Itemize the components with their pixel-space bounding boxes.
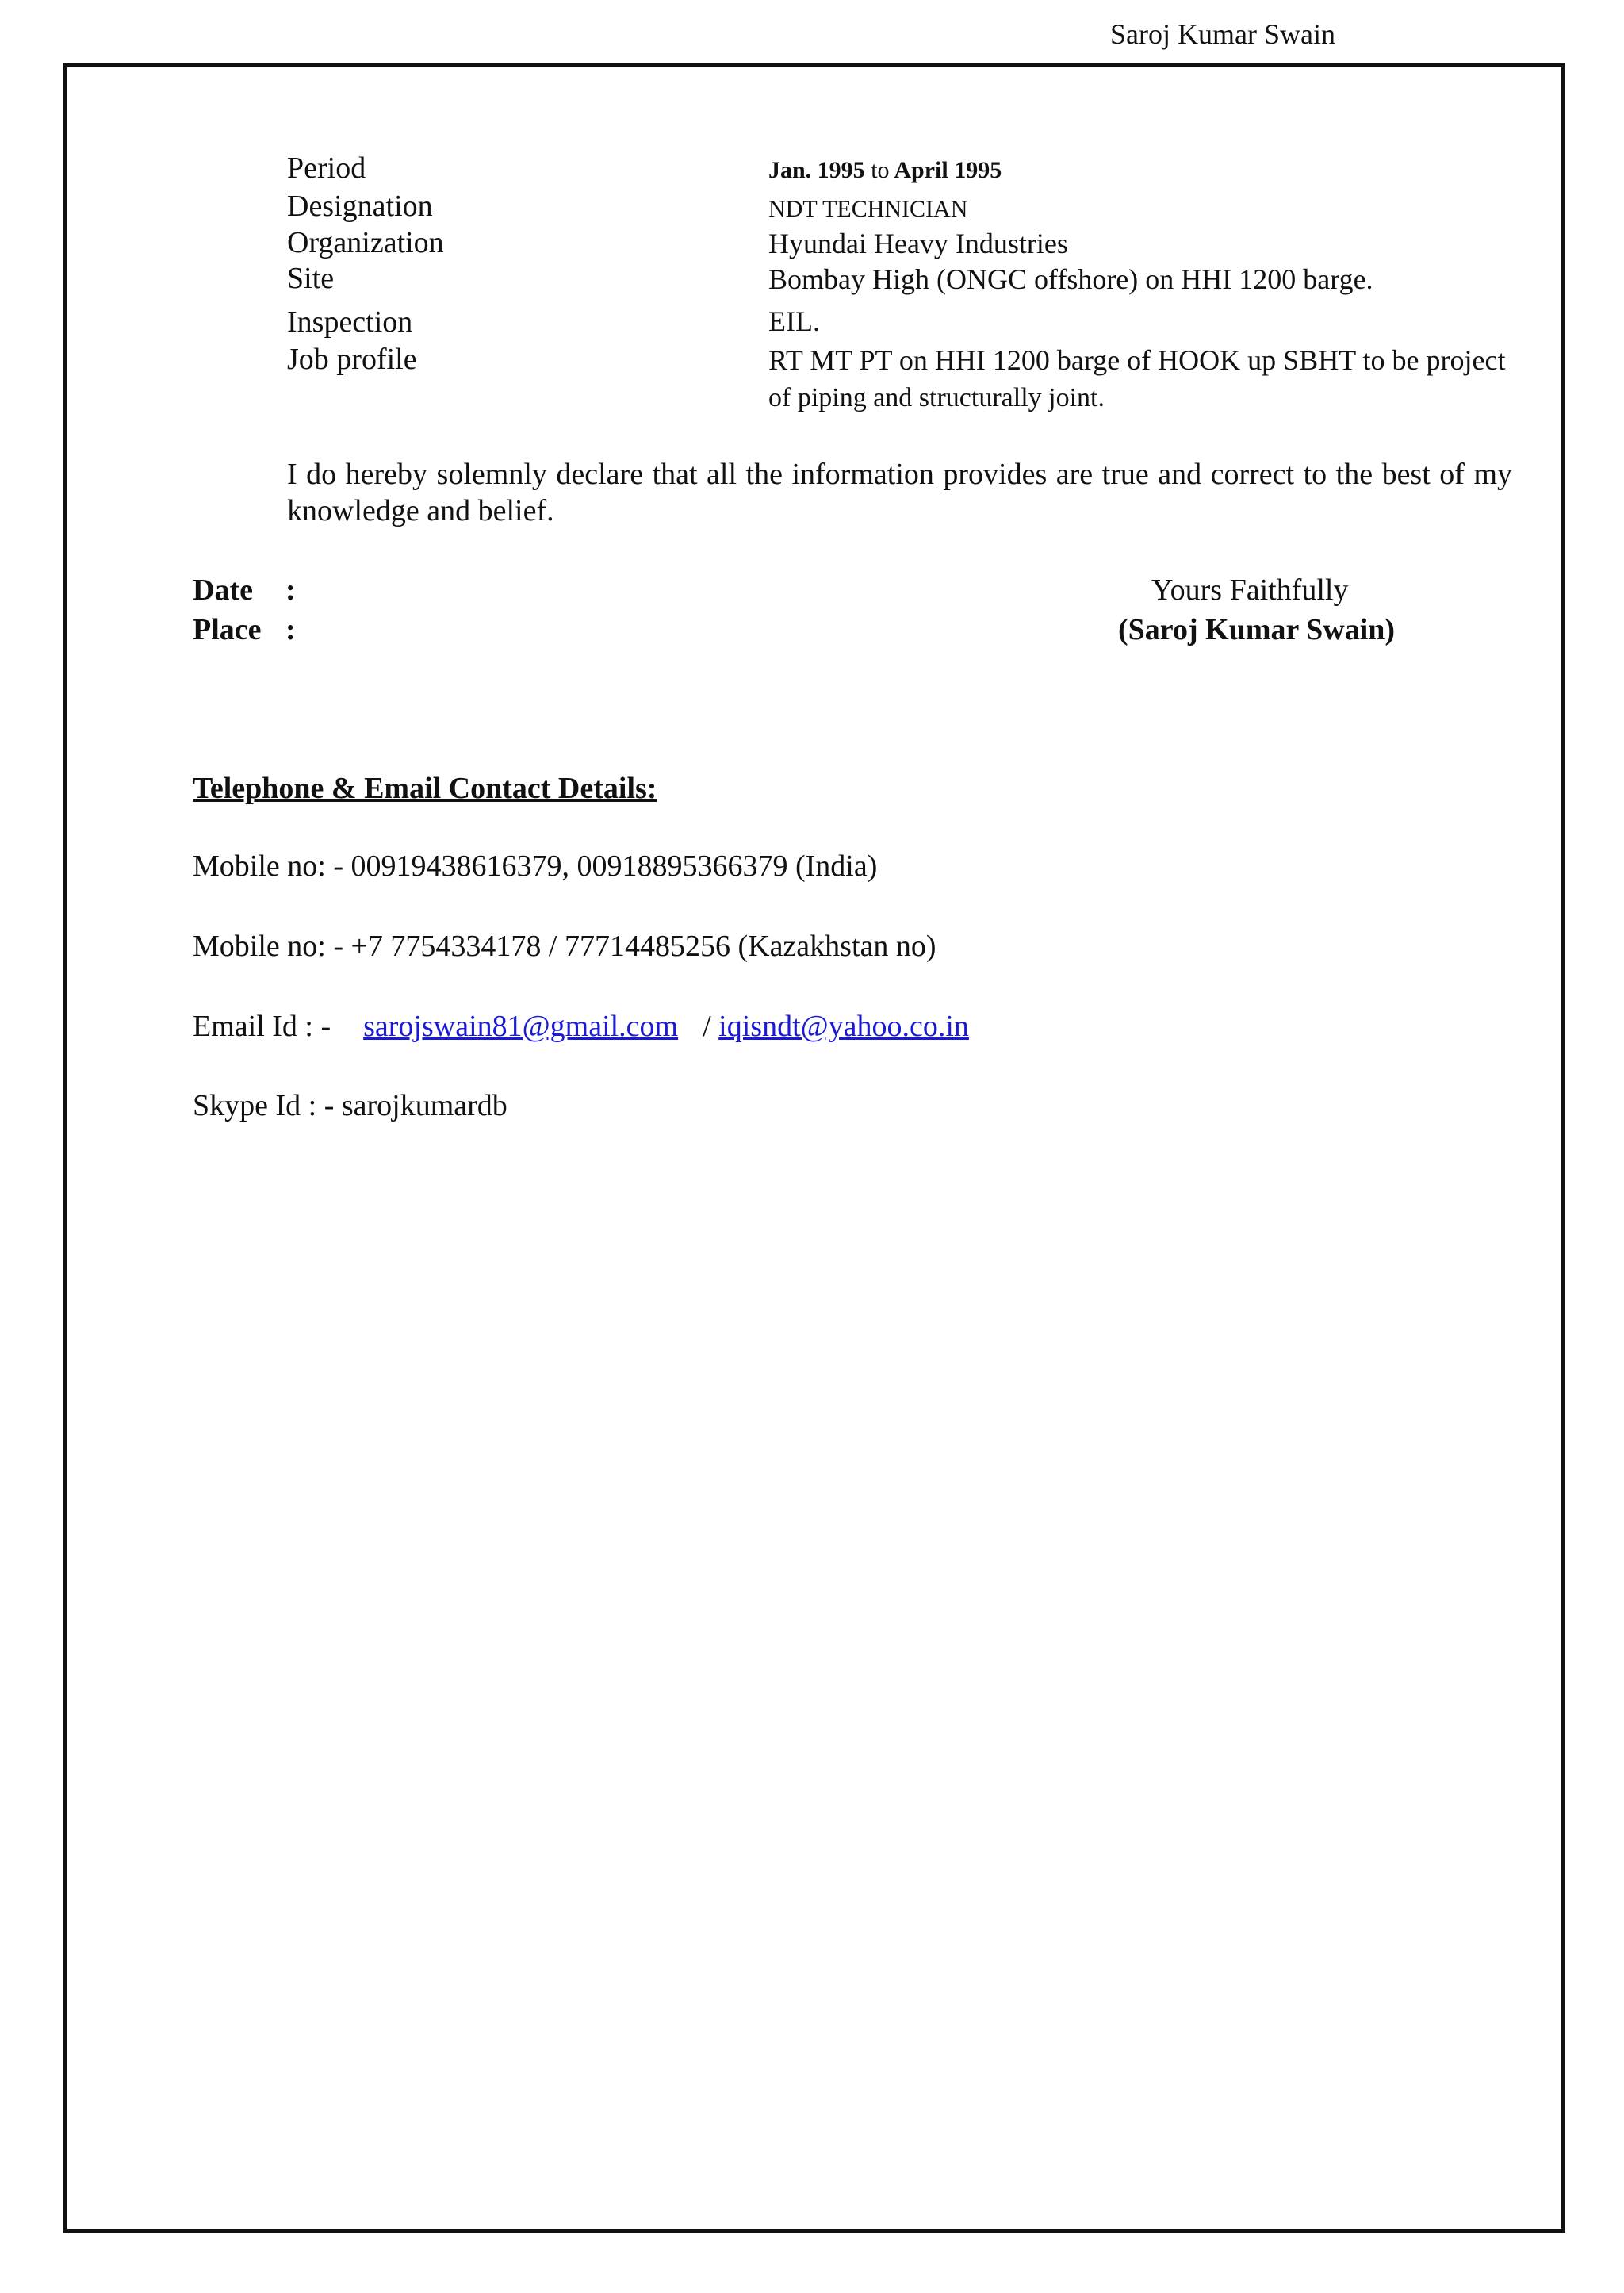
site-value: Bombay High (ONGC offshore) on HHI 1200 barge. <box>768 263 1373 295</box>
designation-label: Designation <box>287 190 433 223</box>
job-profile-line-1: RT MT PT on HHI 1200 barge of HOOK up SBHT to be project <box>768 344 1506 376</box>
inspection-label: Inspection <box>287 305 413 339</box>
closing-text: Yours Faithfully <box>1151 573 1349 607</box>
date-colon: : <box>285 573 296 607</box>
mobile-kazakhstan: Mobile no: - +7 7754334178 / 77714485256 (Kazakhstan no) <box>193 930 936 963</box>
period-label: Period <box>287 151 366 185</box>
email-link-yahoo[interactable]: iqisndt@yahoo.co.in <box>718 1010 969 1043</box>
skype-id: Skype Id : - sarojkumardb <box>193 1089 508 1122</box>
period-value <box>768 157 1002 184</box>
place-label: Place <box>193 613 262 646</box>
email-row <box>193 1009 969 1044</box>
place-colon: : <box>285 613 296 646</box>
declaration-paragraph: I do hereby solemnly declare that all the information provides are true and correct to the best of my knowledge and belief. <box>287 458 1512 527</box>
site-label: Site <box>287 262 335 295</box>
inspection-value: EIL. <box>768 305 820 337</box>
organization-value: Hyundai Heavy Industries <box>768 228 1068 259</box>
period-from: Jan. 1995 <box>768 157 865 183</box>
job-profile-label: Job profile <box>287 343 417 376</box>
mobile-india: Mobile no: - 00919438616379, 00918895366379 (India) <box>193 849 878 883</box>
email-separator: / <box>703 1010 711 1043</box>
period-to: April 1995 <box>894 157 1002 183</box>
designation-value: NDT TECHNICIAN <box>768 196 968 222</box>
period-to-word: to <box>871 157 890 183</box>
date-label: Date <box>193 573 253 607</box>
email-link-gmail[interactable]: sarojswain81@gmail.com <box>363 1010 679 1043</box>
contact-heading: Telephone & Email Contact Details: <box>193 772 657 805</box>
job-profile-line-2: of piping and structurally joint. <box>768 383 1105 412</box>
page-header-name: Saroj Kumar Swain <box>1110 18 1335 50</box>
email-label: Email Id : - <box>193 1010 331 1043</box>
organization-label: Organization <box>287 226 444 259</box>
signature-name: (Saroj Kumar Swain) <box>1118 613 1396 646</box>
